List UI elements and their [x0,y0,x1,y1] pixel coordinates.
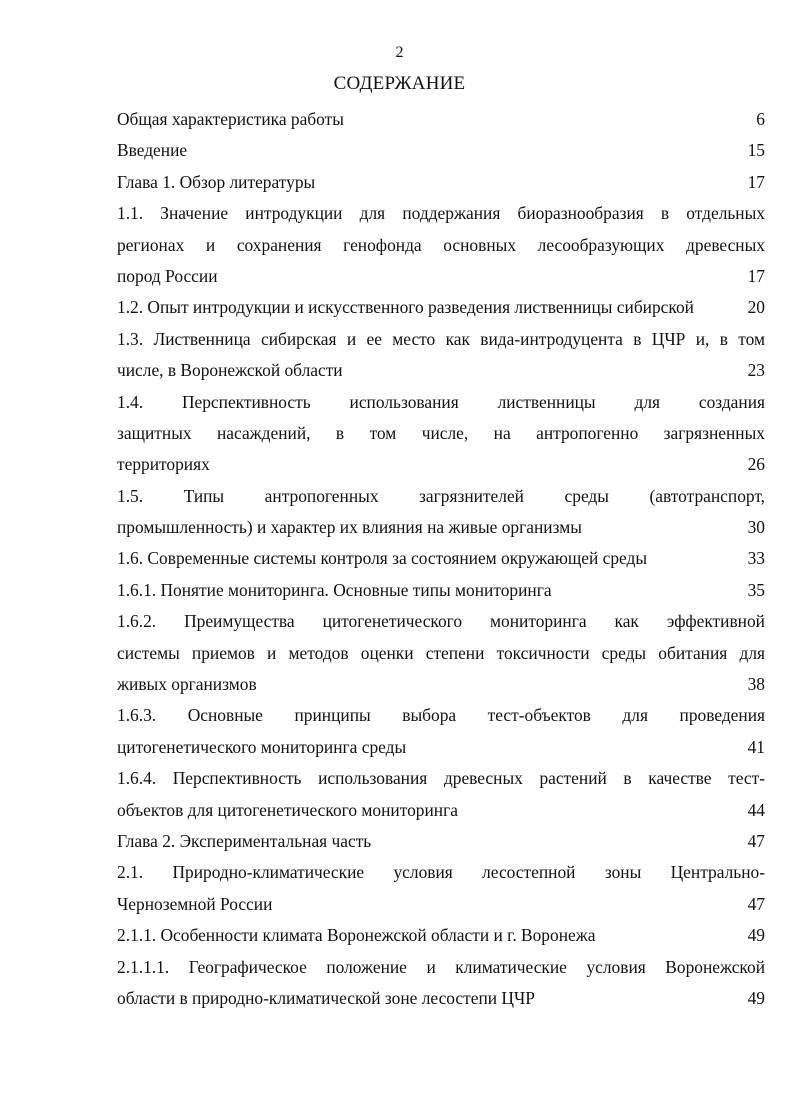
toc-entry-line: 1.6.4. Перспективность использования древесных растений в качестве тест- [117,768,765,789]
toc-entry [117,387,765,481]
toc-entry-title: числе, в Воронежской области [117,360,343,381]
toc-entry-line: 2.1.1.1. Географическое положение и климатические условия Воронежской [117,956,765,977]
toc-entry-title: промышленность) и характер их влияния на живые организмы [117,517,582,538]
toc-entry-title: пород России [117,265,218,286]
toc-entry-page: 23 [747,360,765,381]
toc-entry [117,920,765,951]
page-number: 2 [395,44,404,61]
toc-entry-page: 26 [747,454,765,475]
toc-entry-row [117,889,765,920]
toc-entry [117,167,765,198]
toc-entry [117,543,765,574]
toc-entry-line: 1.3. Лиственница сибирская и ее место как вида-интродуцента в ЦЧР и, в том [117,328,765,349]
toc-entry-title: области в природно-климатической зоне лесостепи ЦЧР [117,987,535,1008]
toc-entry-line: защитных насаждений, в том числе, на антропогенно загрязненных [117,422,765,443]
toc-entry-title: цитогенетического мониторинга среды [117,736,407,757]
toc-entry-title: Черноземной России [117,893,273,914]
toc-entry-title: живых организмов [117,674,257,695]
toc-entry-row [117,543,765,574]
toc-entry-row [117,669,765,700]
toc-entry-title: объектов для цитогенетического мониторинга [117,799,458,820]
toc-entry-page: 33 [747,548,765,569]
toc-entry-page: 49 [747,987,765,1008]
toc-entry-page: 6 [756,109,765,129]
toc-entry-row [117,104,765,135]
toc-entry [117,952,765,1015]
toc-entry-row [117,449,765,480]
toc-entry [117,700,765,763]
toc-entry-title: территориях [117,454,210,475]
toc-entry-line: 1.4. Перспективность использования лиственницы для создания [117,391,765,412]
toc-entry-page: 15 [747,140,765,161]
toc-entry-line: 1.6.2. Преимущества цитогенетического мониторинга как эффективной [117,611,765,632]
toc-entry-row [117,732,765,763]
table-of-contents [117,104,765,1014]
toc-entry-title: 1.6.1. Понятие мониторинга. Основные типы мониторинга [117,579,552,600]
toc-entry [117,763,765,826]
toc-entry-page: 49 [747,925,765,946]
toc-entry [117,104,765,135]
toc-entry-row [117,135,765,166]
toc-entry-row [117,795,765,826]
toc-entry-title: Глава 2. Экспериментальная часть [117,830,372,851]
toc-entry-line: 1.1. Значение интродукции для поддержания биоразнообразия в отдельных [117,203,765,224]
toc-entry [117,857,765,920]
toc-entry-page: 47 [747,893,765,914]
toc-entry-page: 41 [747,736,765,757]
toc-entry [117,198,765,292]
toc-entry-line: регионах и сохранения генофонда основных лесообразующих древесных [117,234,765,255]
toc-entry [117,606,765,700]
toc-entry-row [117,826,765,857]
toc-entry-line: 1.6.3. Основные принципы выбора тест-объектов для проведения [117,705,765,726]
toc-entry-page: 38 [747,674,765,695]
toc-entry-page: 17 [747,265,765,286]
toc-entry-page: 47 [747,830,765,851]
toc-entry-row [117,920,765,951]
toc-entry-title: 2.1.1. Особенности климата Воронежской области и г. Воронежа [117,925,596,946]
toc-entry-page: 20 [747,297,765,318]
toc-entry-row [117,292,765,323]
toc-entry-row [117,355,765,386]
toc-entry-page: 44 [747,799,765,820]
toc-entry-row [117,575,765,606]
toc-entry-line: 2.1. Природно-климатические условия лесостепной зоны Центрально- [117,862,765,883]
toc-entry-line: системы приемов и методов оценки степени токсичности среды обитания для [117,642,765,663]
toc-entry-line: 1.5. Типы антропогенных загрязнителей среды (автотранспорт, [117,485,765,506]
toc-entry-page: 35 [747,579,765,600]
toc-entry [117,826,765,857]
toc-entry [117,135,765,166]
toc-entry-title: 1.2. Опыт интродукции и искусственного разведения лиственницы сибирской [117,297,694,318]
toc-entry-row [117,261,765,292]
toc-entry [117,481,765,544]
toc-entry-title: Глава 1. Обзор литературы [117,171,316,192]
toc-entry-page: 30 [747,517,765,538]
toc-entry-row [117,512,765,543]
toc-entry-title: Введение [117,140,188,161]
toc-entry [117,324,765,387]
toc-entry-title: 1.6. Современные системы контроля за состоянием окружающей среды [117,548,648,569]
toc-entry-page: 17 [747,171,765,192]
page-title: СОДЕРЖАНИЕ [333,73,466,94]
toc-entry-row [117,983,765,1014]
toc-entry [117,292,765,323]
toc-entry-row [117,167,765,198]
toc-entry [117,575,765,606]
toc-entry-title: Общая характеристика работы [117,109,344,129]
